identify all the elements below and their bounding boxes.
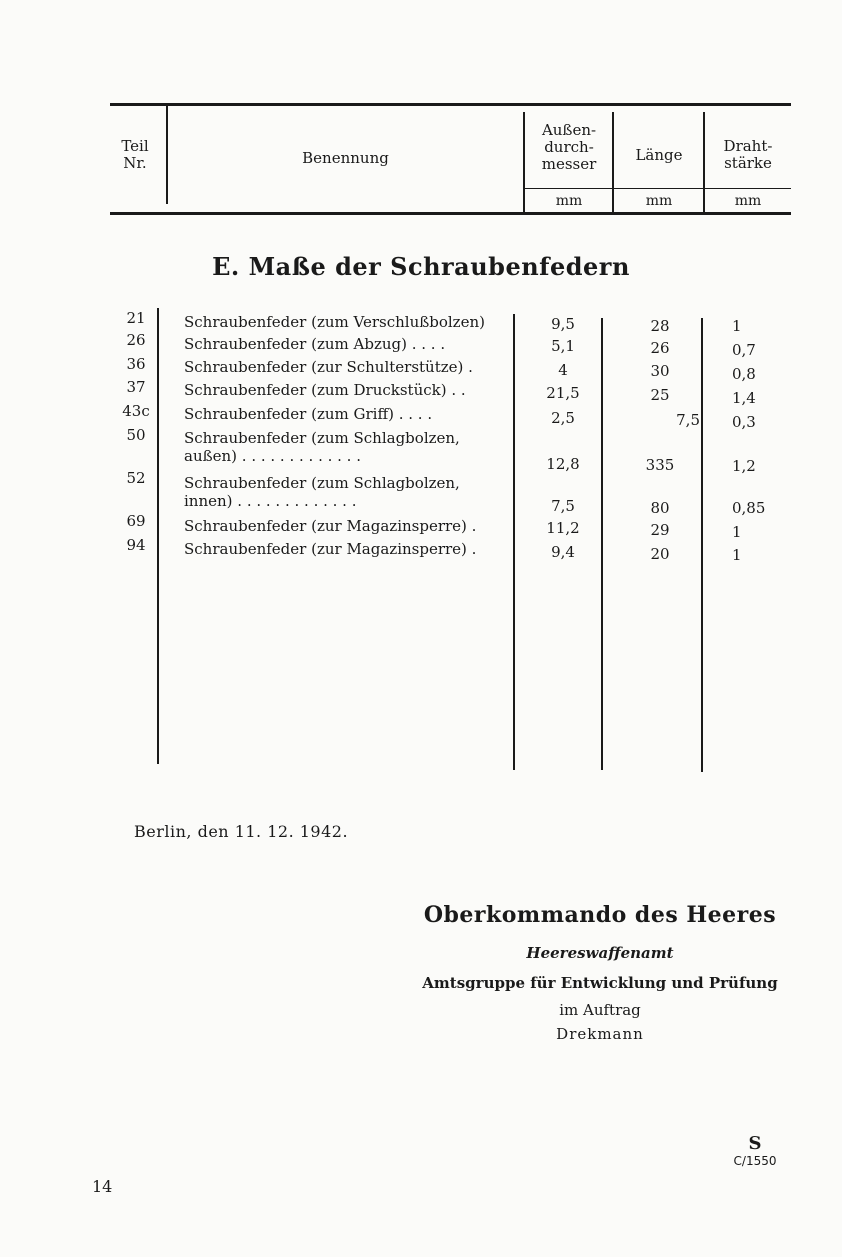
row-name [184,358,500,376]
header-col-nr [110,138,160,172]
row-length: 29 [650,521,670,539]
row-nr: 69 [126,512,146,530]
header-top-rule [110,103,791,106]
row-wire: 0,7 [732,341,756,359]
row-nr: 94 [126,536,146,554]
row-wire: 1 [732,546,742,564]
signature-on-behalf: im Auftrag [559,1001,641,1019]
body-divider-2 [513,314,515,770]
place-date: Berlin, den 11. 12. 1942. [134,822,349,841]
row-outer: 7,5 [551,497,575,515]
row-outer: 12,8 [546,455,580,473]
row-name [184,313,500,331]
row-name-line: Schraubenfeder (zur Magazinsperre) . [184,540,477,558]
row-name-line: Schraubenfeder (zum Druckstück) . . [184,381,466,399]
row-nr: 26 [126,331,146,349]
row-name-line: Schraubenfeder (zum Schlagbolzen, [184,474,460,492]
row-name-line: außen) . . . . . . . . . . . . . [184,447,361,465]
header-col-nr-line2: Nr. [123,154,147,172]
unit-outer: mm [555,193,583,209]
header-col-length: Länge [635,146,683,164]
row-length: 335 [645,456,675,474]
page-number: 14 [92,1177,113,1196]
signature-name: Drekmann [556,1025,644,1043]
header-mid-rule [525,188,791,189]
signature-office: Heereswaffenamt [526,944,674,962]
row-name [184,474,500,510]
row-wire: 0,8 [732,365,756,383]
row-nr: 36 [126,355,146,373]
row-name [184,517,500,535]
row-outer: 9,4 [551,543,575,561]
row-wire: 1,2 [732,457,756,475]
signature-authority: Oberkommando des Heeres [423,902,777,928]
row-wire: 1 [732,317,742,335]
row-name-line: Schraubenfeder (zum Verschlußbolzen) [184,313,485,331]
row-name [184,540,500,558]
signature-group: Amtsgruppe für Entwicklung und Prüfung [422,974,778,992]
row-outer: 21,5 [546,384,580,402]
row-length: 26 [650,339,670,357]
row-name [184,405,500,423]
row-name-line: Schraubenfeder (zur Schulterstütze) . [184,358,473,376]
header-col-wire-line2: stärke [724,154,772,172]
row-outer: 9,5 [551,315,575,333]
row-wire: 1,4 [732,389,756,407]
row-nr: 37 [126,378,146,396]
row-nr: 43c [122,402,150,420]
print-mark-code: C/1550 [733,1154,777,1168]
print-mark-letter: S [748,1133,762,1154]
row-name-line: Schraubenfeder (zum Abzug) . . . . [184,335,446,353]
header-col-nr-line1: Teil [121,137,149,155]
row-name-line: Schraubenfeder (zur Magazinsperre) . [184,517,477,535]
row-length: 25 [650,386,670,404]
header-col-outer [525,122,613,173]
unit-wire: mm [734,193,762,209]
row-outer: 11,2 [546,519,580,537]
row-name-line: Schraubenfeder (zum Griff) . . . . [184,405,433,423]
header-col-name: Benennung [302,149,389,167]
header-col-wire [705,138,791,172]
row-name [184,429,500,465]
header-col-outer-line2: durch- [544,138,594,156]
row-nr: 50 [126,426,146,444]
row-wire: 0,3 [732,413,756,431]
row-wire: 0,85 [732,499,766,517]
row-name-line: Schraubenfeder (zum Schlagbolzen, [184,429,460,447]
header-col-outer-line3: messer [541,155,597,173]
row-name [184,381,500,399]
row-outer: 2,5 [551,409,575,427]
row-length: 80 [650,499,670,517]
header-col-wire-line1: Draht- [723,137,773,155]
unit-length: mm [645,193,673,209]
row-nr: 21 [126,309,146,327]
row-outer: 4 [558,361,568,379]
header-bottom-rule [110,212,791,215]
section-title: E. Maße der Schraubenfedern [212,252,630,281]
body-divider-4 [701,318,703,772]
row-nr: 52 [126,469,146,487]
header-col-outer-line1: Außen- [541,121,597,139]
row-wire: 1 [732,523,742,541]
row-length: 30 [650,362,670,380]
row-name-line: innen) . . . . . . . . . . . . . [184,492,357,510]
body-divider-3 [601,318,603,770]
row-name [184,335,500,353]
row-outer: 5,1 [551,337,575,355]
row-length: 28 [650,317,670,335]
row-length: 7,5 [676,411,700,429]
row-length: 20 [650,545,670,563]
